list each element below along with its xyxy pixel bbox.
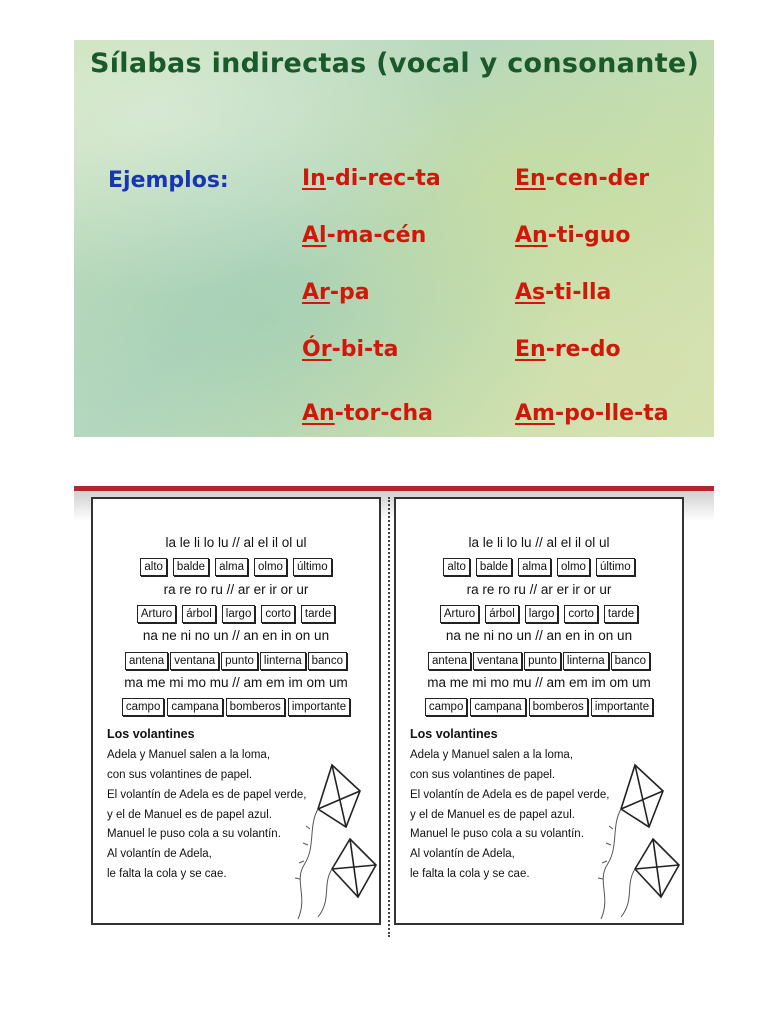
- poem-line: con sus volantines de papel.: [410, 769, 556, 781]
- indirect-syllable: En: [515, 337, 546, 362]
- word-box: Arturo: [440, 605, 479, 623]
- word-box: olmo: [254, 558, 287, 576]
- syllable-line: ra re ro ru // ar er ir or ur: [163, 582, 309, 597]
- word-box: balde: [173, 558, 209, 576]
- example-word: [515, 401, 669, 426]
- syllable-line: ra re ro ru // ar er ir or ur: [466, 582, 612, 597]
- word-box: bomberos: [529, 698, 588, 716]
- word-box: campo: [425, 698, 468, 716]
- word-box-row: [93, 698, 379, 716]
- poem-line: le falta la cola y se cae.: [107, 868, 227, 880]
- poem-title: Los volantines: [410, 727, 498, 741]
- word-box: alma: [518, 558, 551, 576]
- word-box: alma: [215, 558, 248, 576]
- example-word: [515, 166, 649, 191]
- word-rest: -tor-cha: [334, 401, 433, 426]
- examples-label: Ejemplos:: [108, 168, 229, 193]
- example-word: [302, 223, 426, 248]
- poem-line: El volantín de Adela es de papel verde,: [410, 789, 610, 801]
- example-word: [302, 401, 433, 426]
- word-box: antena: [125, 652, 168, 670]
- word-box: banco: [611, 652, 650, 670]
- word-box: tarde: [301, 605, 335, 623]
- indirect-syllable: An: [302, 401, 335, 426]
- syllable-line: la le li lo lu // al el il ol ul: [165, 535, 307, 550]
- kites-illustration: [288, 757, 380, 922]
- word-box-row: [93, 558, 379, 576]
- poem-title: Los volantines: [107, 727, 195, 741]
- indirect-syllable: En: [515, 166, 546, 191]
- word-box: último: [596, 558, 635, 576]
- example-word: [515, 337, 621, 362]
- word-rest: -po-lle-ta: [554, 401, 669, 426]
- word-rest: -di-rec-ta: [325, 166, 441, 191]
- indirect-syllable: In: [302, 166, 326, 191]
- example-word: [302, 166, 441, 191]
- word-box-row: [93, 605, 379, 623]
- word-box: ventana: [170, 652, 219, 670]
- syllable-line: na ne ni no un // an en in on un: [445, 628, 633, 643]
- word-box: punto: [524, 652, 561, 670]
- word-box-row: [396, 652, 682, 670]
- poem-line: y el de Manuel es de papel azul.: [410, 809, 575, 821]
- example-word: [515, 280, 611, 305]
- syllable-line: la le li lo lu // al el il ol ul: [468, 535, 610, 550]
- indirect-syllable: Am: [515, 401, 555, 426]
- poem-line: Manuel le puso cola a su volantín.: [107, 828, 281, 840]
- syllable-line: ma me mi mo mu // am em im om um: [124, 675, 348, 690]
- poem-line: Manuel le puso cola a su volantín.: [410, 828, 584, 840]
- slide-title: Sílabas indirectas (vocal y consonante): [90, 48, 700, 79]
- word-box: campana: [167, 698, 222, 716]
- word-box: Arturo: [137, 605, 176, 623]
- poem-line: Al volantín de Adela,: [107, 848, 212, 860]
- word-box: linterna: [260, 652, 306, 670]
- poem-line: y el de Manuel es de papel azul.: [107, 809, 272, 821]
- booklet-page-left: [91, 497, 381, 925]
- syllable-line: ma me mi mo mu // am em im om um: [427, 675, 651, 690]
- word-box: corto: [564, 605, 598, 623]
- word-rest: -pa: [329, 280, 370, 305]
- word-rest: -cen-der: [545, 166, 650, 191]
- word-box-row: [396, 605, 682, 623]
- word-rest: -re-do: [545, 337, 621, 362]
- poem-line: le falta la cola y se cae.: [410, 868, 530, 880]
- fold-line: [388, 497, 390, 937]
- word-box: largo: [525, 605, 559, 623]
- word-box: último: [293, 558, 332, 576]
- word-box-row: [396, 558, 682, 576]
- word-box-row: [396, 698, 682, 716]
- word-box: alto: [140, 558, 167, 576]
- word-box: tarde: [604, 605, 638, 623]
- word-rest: -ti-guo: [547, 223, 631, 248]
- word-rest: -ti-lla: [545, 280, 612, 305]
- word-box-row: [93, 652, 379, 670]
- indirect-syllable: Ór: [302, 337, 332, 362]
- poem-line: Adela y Manuel salen a la loma,: [107, 749, 271, 761]
- poem-line: Al volantín de Adela,: [410, 848, 515, 860]
- word-box: largo: [222, 605, 256, 623]
- poem-line: El volantín de Adela es de papel verde,: [107, 789, 307, 801]
- word-box: importante: [288, 698, 350, 716]
- word-box: antena: [428, 652, 471, 670]
- indirect-syllable: An: [515, 223, 548, 248]
- word-box: campana: [470, 698, 525, 716]
- word-box: olmo: [557, 558, 590, 576]
- indirect-syllable: Al: [302, 223, 327, 248]
- word-rest: -bi-ta: [331, 337, 399, 362]
- example-word: [302, 280, 370, 305]
- example-word: [515, 223, 631, 248]
- booklet-page-right: [394, 497, 684, 925]
- example-word: [302, 337, 398, 362]
- word-box: punto: [221, 652, 258, 670]
- kites-illustration: [591, 757, 683, 922]
- word-box: balde: [476, 558, 512, 576]
- word-rest: -ma-cén: [326, 223, 427, 248]
- poem-line: Adela y Manuel salen a la loma,: [410, 749, 574, 761]
- word-box: árbol: [485, 605, 519, 623]
- word-box: alto: [443, 558, 470, 576]
- word-box: bomberos: [226, 698, 285, 716]
- word-box: campo: [122, 698, 165, 716]
- word-box: banco: [308, 652, 347, 670]
- word-box: ventana: [473, 652, 522, 670]
- word-box: corto: [261, 605, 295, 623]
- word-box: árbol: [182, 605, 216, 623]
- syllable-line: na ne ni no un // an en in on un: [142, 628, 330, 643]
- word-box: linterna: [563, 652, 609, 670]
- poem-line: con sus volantines de papel.: [107, 769, 253, 781]
- word-box: importante: [591, 698, 653, 716]
- indirect-syllable: As: [515, 280, 546, 305]
- reading-booklet: [74, 486, 714, 926]
- indirect-syllable: Ar: [302, 280, 330, 305]
- syllables-slide: [74, 40, 714, 437]
